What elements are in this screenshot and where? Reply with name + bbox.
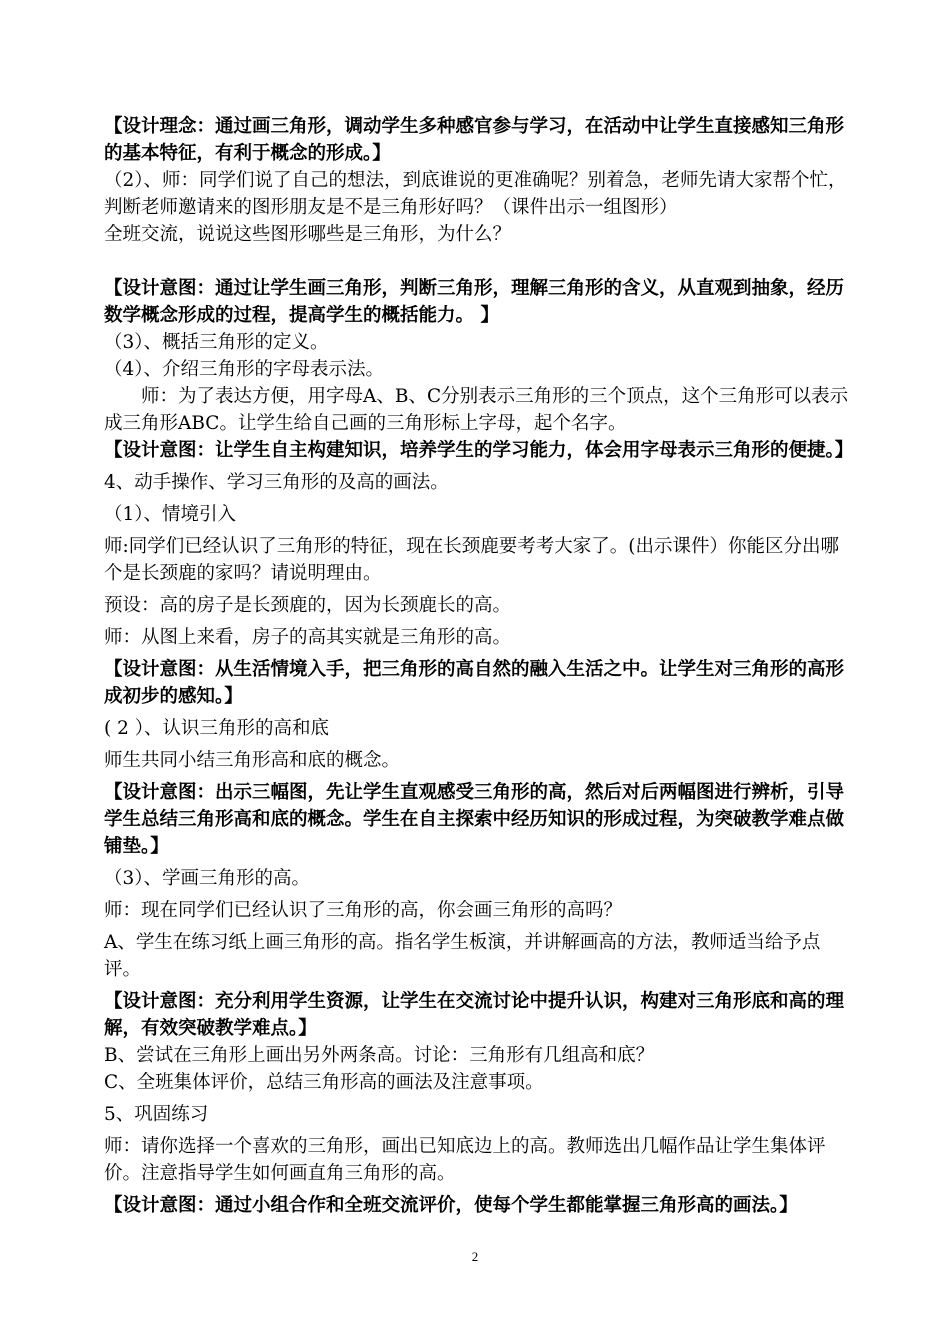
teacher-question-2: （2）、师：同学们说了自己的想法，到底谁说的更准确呢？别着急，老师先请大家帮个忙，判断老师邀请来的图形朋友是不是三角形好吗？（课件出示一组图形） [104, 170, 847, 218]
design-intent-note-5: 【设计意图：充分利用学生资源，让学生在交流讨论中提升认识，构建对三角形底和高的理解，有效突破教学难点。】 [104, 991, 845, 1039]
activity-a: A、学生在练习纸上画三角形的高。指名学生板演，并讲解画高的方法，教师适当给予点评。 [104, 932, 821, 980]
subsection-3-draw-height: （3）、学画三角形的高。 [104, 868, 311, 889]
subsection-2-height-base: ( 2 ）、认识三角形的高和底 [104, 718, 330, 739]
section-5-heading: 5、巩固练习 [104, 1104, 209, 1125]
design-concept-note: 【设计理念：通过画三角形，调动学生多种感官参与学习，在活动中让学生直接感知三角形的基本特征，有利于概念的形成。】 [104, 116, 845, 164]
subsection-1-scenario: （1）、情境引入 [104, 504, 237, 525]
design-intent-note-3: 【设计意图：从生活情境入手，把三角形的高自然的融入生活之中。让学生对三角形的高形成初步的感知。】 [104, 659, 845, 707]
design-intent-note-2: 【设计意图：让学生自主构建知识，培养学生的学习能力，体会用字母表示三角形的便捷。】 [104, 440, 854, 461]
step-3-definition: （3）、概括三角形的定义。 [104, 332, 329, 353]
teacher-giraffe-question: 师:同学们已经认识了三角形的特征，现在长颈鹿要考考大家了。(出示课件）你能区分出哪个是长颈鹿的家吗？请说明理由。 [104, 536, 839, 584]
teacher-draw-question: 师：现在同学们已经认识了三角形的高，你会画三角形的高吗？ [104, 900, 623, 921]
teacher-height-remark: 师：从图上来看，房子的高其实就是三角形的高。 [104, 627, 512, 648]
activity-b: B、尝试在三角形上画出另外两条高。讨论：三角形有几组高和底？ [104, 1045, 655, 1066]
teacher-letter-explanation: 师：为了表达方便，用字母A、B、C分别表示三角形的三个顶点，这个三角形可以表示成三角形ABC。让学生给自己画的三角形标上字母，起个名字。 [104, 386, 849, 434]
summary-height-base: 师生共同小结三角形高和底的概念。 [104, 750, 401, 771]
page-number: 2 [471, 1249, 479, 1264]
activity-c: C、全班集体评价，总结三角形高的画法及注意事项。 [104, 1072, 544, 1093]
class-discussion: 全班交流，说说这些图形哪些是三角形，为什么？ [104, 224, 512, 245]
blank-line [104, 248, 852, 275]
section-4-heading: 4、动手操作、学习三角形的及高的画法。 [104, 472, 449, 493]
design-intent-note-1: 【设计意图：通过让学生画三角形，判断三角形，理解三角形的含义，从直观到抽象，经历数学概念形成的过程，提高学生的概括能力。 】 [104, 278, 845, 326]
document-body [104, 113, 852, 1219]
expected-answer: 预设：高的房子是长颈鹿的，因为长颈鹿长的高。 [104, 595, 512, 616]
practice-instruction: 师：请你选择一个喜欢的三角形，画出已知底边上的高。教师选出几幅作品让学生集体评价。注意指导学生如何画直角三角形的高。 [104, 1136, 826, 1184]
design-intent-note-6: 【设计意图：通过小组合作和全班交流评价，使每个学生都能掌握三角形高的画法。】 [104, 1195, 798, 1216]
design-intent-note-4: 【设计意图：出示三幅图，先让学生直观感受三角形的高，然后对后两幅图进行辨析，引导学生总结三角形高和底的概念。学生在自主探索中经历知识的形成过程，为突破教学难点做铺垫。】 [104, 782, 845, 857]
step-4-letter-notation: （4）、介绍三角形的字母表示法。 [104, 359, 385, 380]
